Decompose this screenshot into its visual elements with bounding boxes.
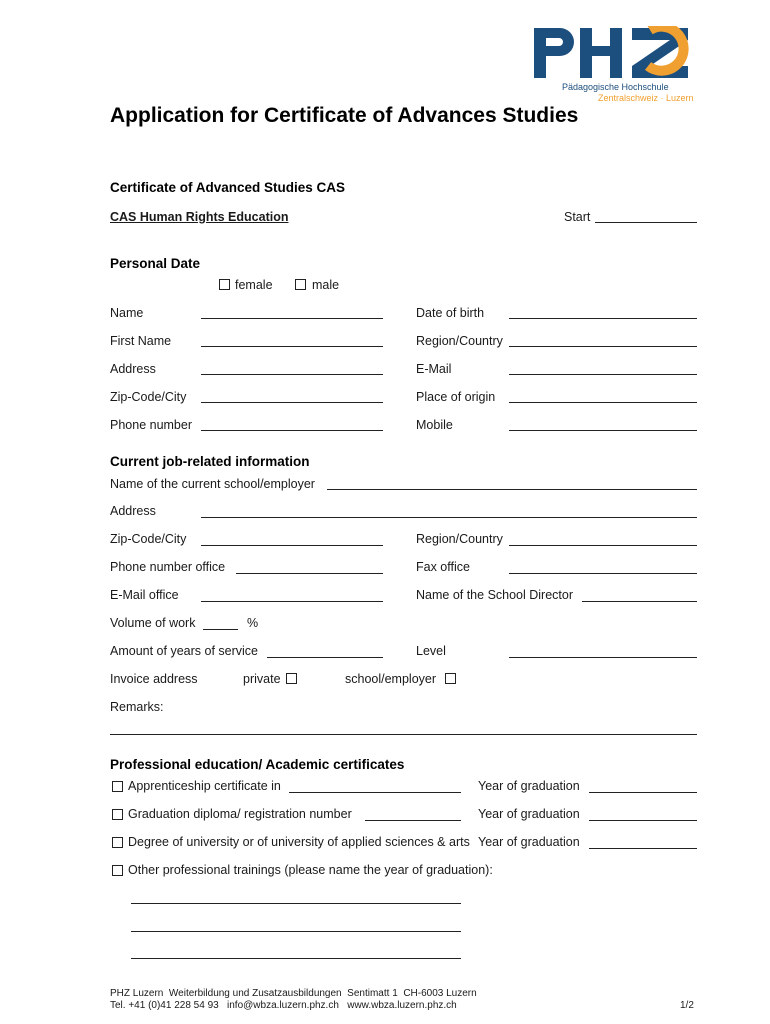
male-label: male — [312, 278, 340, 292]
personal-heading: Personal Date — [110, 256, 201, 271]
diploma-year-label: Year of graduation — [478, 807, 580, 821]
degree-label: Degree of university or of university of applied sciences & arts — [128, 835, 470, 849]
dob-label: Date of birth — [416, 306, 485, 320]
private-label: private — [243, 672, 281, 686]
phone-office-label: Phone number office — [110, 560, 226, 574]
phone-label: Phone number — [110, 418, 193, 432]
level-field[interactable] — [509, 657, 697, 658]
cas-name: CAS Human Rights Education — [110, 210, 289, 224]
fax-label: Fax office — [416, 560, 470, 574]
other-line-3[interactable] — [131, 958, 461, 959]
apprentice-year-field[interactable] — [589, 792, 697, 793]
percent-label: % — [247, 616, 259, 630]
page-title: Application for Certificate of Advances Studies — [110, 104, 579, 127]
job-region-label: Region/Country — [416, 532, 503, 546]
director-field[interactable] — [582, 601, 697, 602]
name-field[interactable] — [201, 318, 383, 319]
female-checkbox[interactable] — [219, 279, 230, 290]
invoice-label: Invoice address — [110, 672, 198, 686]
start-label: Start — [564, 210, 591, 224]
diploma-year-field[interactable] — [589, 820, 697, 821]
other-checkbox[interactable] — [112, 865, 123, 876]
apprentice-checkbox[interactable] — [112, 781, 123, 792]
female-label: female — [235, 278, 273, 292]
region-field[interactable] — [509, 346, 697, 347]
zip-field[interactable] — [201, 402, 383, 403]
mobile-field[interactable] — [509, 430, 697, 431]
email-label: E-Mail — [416, 362, 452, 376]
volume-label: Volume of work — [110, 616, 196, 630]
footer-contact: Tel. +41 (0)41 228 54 93 info@wbza.luzern.phz.ch www.wbza.luzern.phz.ch — [110, 1000, 457, 1011]
phz-logo-mark — [532, 26, 692, 80]
job-zip-field[interactable] — [201, 545, 383, 546]
fax-field[interactable] — [509, 573, 697, 574]
other-label: Other professional trainings (please name the year of graduation): — [128, 863, 493, 877]
job-address-label: Address — [110, 504, 156, 518]
email-office-label: E-Mail office — [110, 588, 179, 602]
job-heading: Current job-related information — [110, 454, 310, 469]
first-name-label: First Name — [110, 334, 172, 348]
logo-line1: Pädagogische Hochschule — [562, 82, 669, 92]
origin-field[interactable] — [509, 402, 697, 403]
years-field[interactable] — [267, 657, 383, 658]
remarks-field[interactable] — [110, 734, 697, 735]
apprentice-label: Apprenticeship certificate in — [128, 779, 281, 793]
education-heading: Professional education/ Academic certificates — [110, 757, 405, 772]
job-address-field[interactable] — [201, 517, 697, 518]
cas-heading: Certificate of Advanced Studies CAS — [110, 180, 346, 195]
phz-logo — [532, 26, 712, 104]
degree-checkbox[interactable] — [112, 837, 123, 848]
other-line-1[interactable] — [131, 903, 461, 904]
job-zip-label: Zip-Code/City — [110, 532, 187, 546]
footer-address: PHZ Luzern Weiterbildung und Zusatzausbildungen Sentimatt 1 CH-6003 Luzern — [110, 988, 477, 999]
school-checkbox[interactable] — [445, 673, 456, 684]
volume-field[interactable] — [203, 629, 238, 630]
apprentice-year-label: Year of graduation — [478, 779, 580, 793]
employer-label: Name of the current school/employer — [110, 477, 315, 491]
address-field[interactable] — [201, 374, 383, 375]
male-checkbox[interactable] — [295, 279, 306, 290]
years-label: Amount of years of service — [110, 644, 258, 658]
origin-label: Place of origin — [416, 390, 496, 404]
phone-office-field[interactable] — [236, 573, 383, 574]
director-label: Name of the School Director — [416, 588, 574, 602]
degree-year-field[interactable] — [589, 848, 697, 849]
address-label: Address — [110, 362, 156, 376]
diploma-checkbox[interactable] — [112, 809, 123, 820]
logo-line2: Zentralschweiz · Luzern — [598, 93, 694, 103]
dob-field[interactable] — [509, 318, 697, 319]
private-checkbox[interactable] — [286, 673, 297, 684]
other-line-2[interactable] — [131, 931, 461, 932]
email-field[interactable] — [509, 374, 697, 375]
zip-label: Zip-Code/City — [110, 390, 187, 404]
job-region-field[interactable] — [509, 545, 697, 546]
remarks-label: Remarks: — [110, 700, 164, 714]
level-label: Level — [416, 644, 446, 658]
email-office-field[interactable] — [201, 601, 383, 602]
name-label: Name — [110, 306, 144, 320]
region-label: Region/Country — [416, 334, 503, 348]
apprentice-field[interactable] — [289, 792, 461, 793]
phone-field[interactable] — [201, 430, 383, 431]
school-label: school/employer — [345, 672, 437, 686]
first-name-field[interactable] — [201, 346, 383, 347]
mobile-label: Mobile — [416, 418, 453, 432]
diploma-label: Graduation diploma/ registration number — [128, 807, 352, 821]
start-field[interactable] — [595, 222, 697, 223]
degree-year-label: Year of graduation — [478, 835, 580, 849]
page-number: 1/2 — [680, 1000, 694, 1011]
diploma-field[interactable] — [365, 820, 461, 821]
employer-field[interactable] — [327, 489, 697, 490]
